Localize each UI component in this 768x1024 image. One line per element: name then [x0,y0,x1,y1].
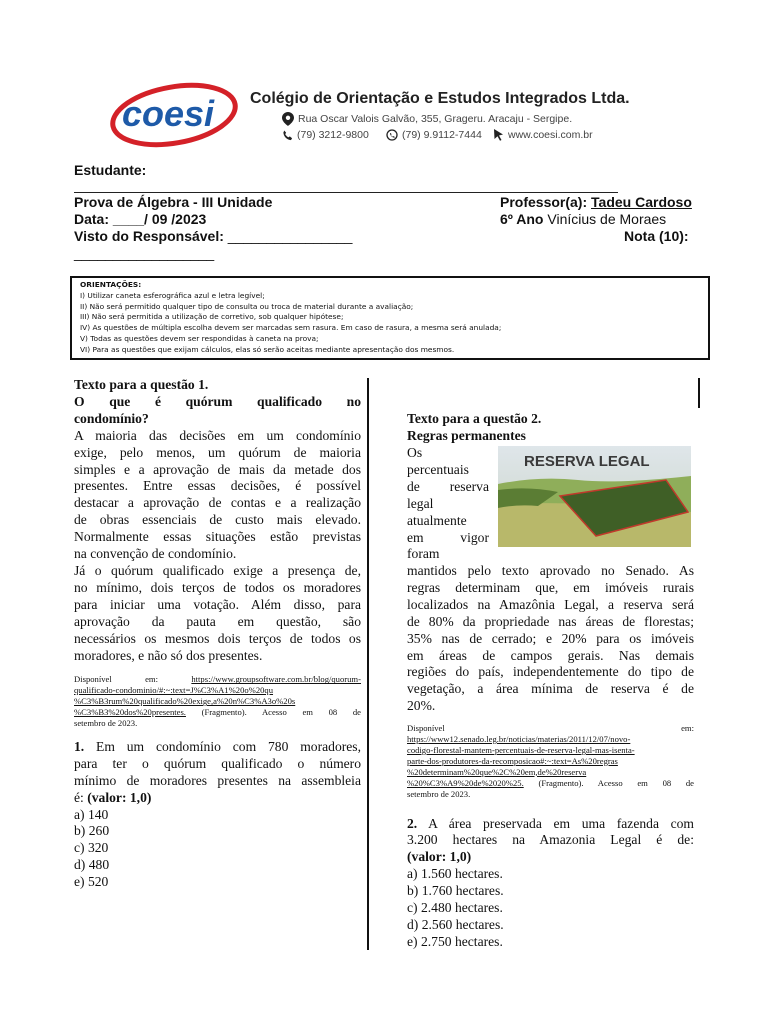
q2-wrap-text [407,445,489,563]
q1-source-link[interactable]: qualificado-condominio/#:~:text=J%C3%A1%20o%20qu [74,685,274,696]
q1-text-line: de obras essenciais de custo mais elevado. [74,512,361,528]
q2-options [407,866,694,951]
teacher-label: Professor(a): [500,194,588,210]
orientation-item: VI) Para as questões que exijam cálculos, elas só serão aceitas mediante apresentação dos mesmos. [80,344,455,354]
q1-text-line: necessários os mesmos dois terços de todos os [74,630,361,646]
orientations-title: ORIENTAÇÕES: [80,280,142,289]
teacher-name: Tadeu Cardoso [591,194,692,210]
q2-question [407,816,694,867]
q2-text-line: 35% nas de cerrado; e 20% para os imóveis [407,630,694,646]
q2-wrap-line: legal [407,495,434,511]
q2-source-link[interactable]: codigo-florestal-mantem-percentuais-de-reserva-legal-mas-isenta- [407,744,635,755]
q1-question-line: mínimo de moradores presentes na assembleia [74,772,361,788]
orientation-item: III) Não será permitida a utilização de corretivo, sob qualquer hipótese; [80,312,344,322]
svg-text:coesi: coesi [122,93,215,134]
phone-icon [282,130,293,141]
q1-heading-line1: O que é quórum qualificado no [74,393,361,409]
q2-heading: Regras permanentes [407,428,526,443]
reserva-legal-caption: RESERVA LEGAL [524,453,650,470]
q2-source-tail: (Fragmento). Acesso em 08 de [538,777,695,788]
q2-text-line: localizados na Amazônia Legal, a reserva será [407,596,694,612]
q2-wrap-line: foram [407,546,440,562]
cursor-icon [493,129,504,141]
orientations-box [70,276,710,360]
whatsapp-text: (79) 9.9112-7444 [402,129,482,141]
q1-text-line: exige, pelo menos, um quórum de maioria [74,444,361,460]
q2-text-line: em áreas de campos gerais. Nas demais [407,647,694,663]
website-text: www.coesi.com.br [508,129,593,141]
reserva-legal-image [498,446,691,547]
visto-label: Visto do Responsável: [74,228,224,244]
address-line [282,112,572,126]
q1-text-line: aprovação da pauta em questão, são [74,613,361,629]
q2-text-line: de 80% da propriedade nas áreas de florestas; [407,613,694,629]
q1-question-line: Em um condomínio com 780 moradores, [96,738,361,754]
q1-text-line: simples e a aprovação de mais da metade dos [74,461,361,477]
q1-option-c[interactable]: c) 320 [74,840,109,856]
q2-question-line: A área preservada em uma fazenda com [428,815,695,831]
q1-text-line: A maioria das decisões em um condomínio [74,427,361,443]
date-value: ____/ 09 /2023 [112,211,207,227]
q2-option-d[interactable]: d) 2.560 hectares. [407,916,504,932]
whatsapp-icon [386,129,398,141]
q2-question-line: 3.200 hectares na Amazonia Legal é de: [407,832,694,848]
q2-source [407,723,694,799]
grade-label: 6º Ano [500,211,544,227]
orientation-item: V) Todas as questões devem ser respondidas à caneta na prova; [80,333,319,343]
q1-text-line: Normalmente essas situações estão previstas [74,529,361,545]
teacher-field [500,194,692,210]
q1-text-label: Texto para a questão 1. [74,377,209,392]
orientation-item: IV) As questões de múltipla escolha devem ser marcadas sem rasura. Em caso de rasura, a mesma será anulada; [80,323,502,333]
nota-label: Nota (10): [624,228,689,244]
q2-source-link[interactable]: %20%C3%A9%20de%2020%25. [407,777,524,788]
orientation-item: I) Utilizar caneta esferográfica azul e letra legível; [80,290,265,300]
q2-column [407,563,694,951]
q2-source-em: em: [681,723,694,734]
q2-source-tail: setembro de 2023. [407,788,471,799]
q1-source-link[interactable]: %C3%B3%20dos%20presentes. [74,707,186,718]
q1-source-tail: (Fragmento). Acesso em 08 de [201,707,362,718]
q1-value-label: (valor: 1,0) [87,789,152,805]
q1-option-e[interactable]: e) 520 [74,874,109,890]
q2-text-line: regiões do país, independentemente do tipo de [407,664,694,680]
visto-line: ________________ [227,228,353,244]
q2-source-link[interactable]: %20determinam%20que%2C%20em,de%20reserva [407,766,587,777]
q2-wrap-line: em vigor [407,529,489,545]
q2-text-line: 20%. [407,698,436,714]
column-divider [367,378,369,950]
q1-option-b[interactable]: b) 260 [74,823,110,839]
q1-column [74,377,361,891]
q2-wrap-line: de reserva [407,478,489,494]
q1-text-line: no mínimo, dois terços de todos os moradores [74,579,361,595]
q1-source-link[interactable]: %C3%B3rum%20qualificado%20exige,a%20n%C3%A3o%20s [74,696,296,707]
q2-option-c[interactable]: c) 2.480 hectares. [407,900,503,916]
q1-option-d[interactable]: d) 480 [74,857,110,873]
q1-question-last: é: [74,789,84,805]
q1-text-line: Já o quórum qualificado exige a presença de, [74,562,361,578]
q1-number: 1. [74,738,85,754]
q2-source-label: Disponível [407,723,445,734]
q1-heading-line2: condomínio? [74,410,149,426]
school-name: Colégio de Orientação e Estudos Integrados Ltda. [250,90,630,107]
coesi-logo [108,82,240,148]
q1-text-line: para iniciar uma votação. Além disso, para [74,596,361,612]
nota-line: __________________ [74,245,215,261]
q2-wrap-line: Os [407,445,423,460]
q2-source-link[interactable]: parte-dos-produtores-da-recomposicao#:~:text=As%20regras [407,755,618,766]
right-edge-mark [698,378,700,408]
q1-question-line: para ter o quórum qualificado o número [74,755,361,771]
date-label: Data: [74,211,110,227]
visto-field [74,228,352,244]
q2-number: 2. [407,815,418,831]
q1-text-line: destacar a aprovação de contas e a realização [74,495,361,511]
q2-option-e[interactable]: e) 2.750 hectares. [407,933,503,949]
q1-options [74,807,361,892]
q2-option-a[interactable]: a) 1.560 hectares. [407,866,503,882]
q2-text-label: Texto para a questão 2. [407,411,542,426]
student-label: Estudante: [74,162,147,178]
grade-field [500,211,666,227]
q1-source-label: Disponível em: [74,674,158,685]
q2-text-line: mantidos pelo texto aprovado no Senado. As [407,563,694,578]
q1-source [74,674,361,729]
q1-source-tail: setembro de 2023. [74,718,138,729]
website-line [493,129,593,141]
date-field [74,211,206,227]
q2-wrap-line: percentuais [407,461,469,477]
exam-title: Prova de Álgebra - III Unidade [74,194,273,210]
phone-line [282,129,369,141]
q2-source-link[interactable]: https://www12.senado.leg.br/noticias/materias/2011/12/07/novo- [407,734,631,745]
q2-text-line: vegetação, a área mínima de reserva é de [407,681,694,697]
q1-text-line: moradores, e não só dos presentes. [74,647,263,663]
q2-option-b[interactable]: b) 1.760 hectares. [407,883,504,899]
q1-text-line: na convenção de condomínio. [74,546,237,562]
orientation-item: II) Não será permitido qualquer tipo de consulta ou troca de material durante a avaliação; [80,301,414,311]
q1-text-line: presentes. Entre essas decisões, é possível [74,478,361,494]
whatsapp-line [386,129,482,141]
address-text: Rua Oscar Valois Galvão, 355, Grageru. Aracaju - Sergipe. [298,113,573,125]
q1-source-link[interactable]: https://www.groupsoftware.com.br/blog/quorum- [191,674,361,685]
teacher-full-name: Vinícius de Moraes [547,211,667,227]
q2-wrap-line: atualmente [407,512,467,528]
q2-value-label: (valor: 1,0) [407,849,472,865]
q2-text-line: regras determinam que, em imóveis rurais [407,579,694,595]
location-pin-icon [282,112,294,126]
q1-question [74,739,361,807]
q1-option-a[interactable]: a) 140 [74,806,109,822]
phone-text: (79) 3212-9800 [297,129,369,141]
student-name-line [74,192,618,193]
